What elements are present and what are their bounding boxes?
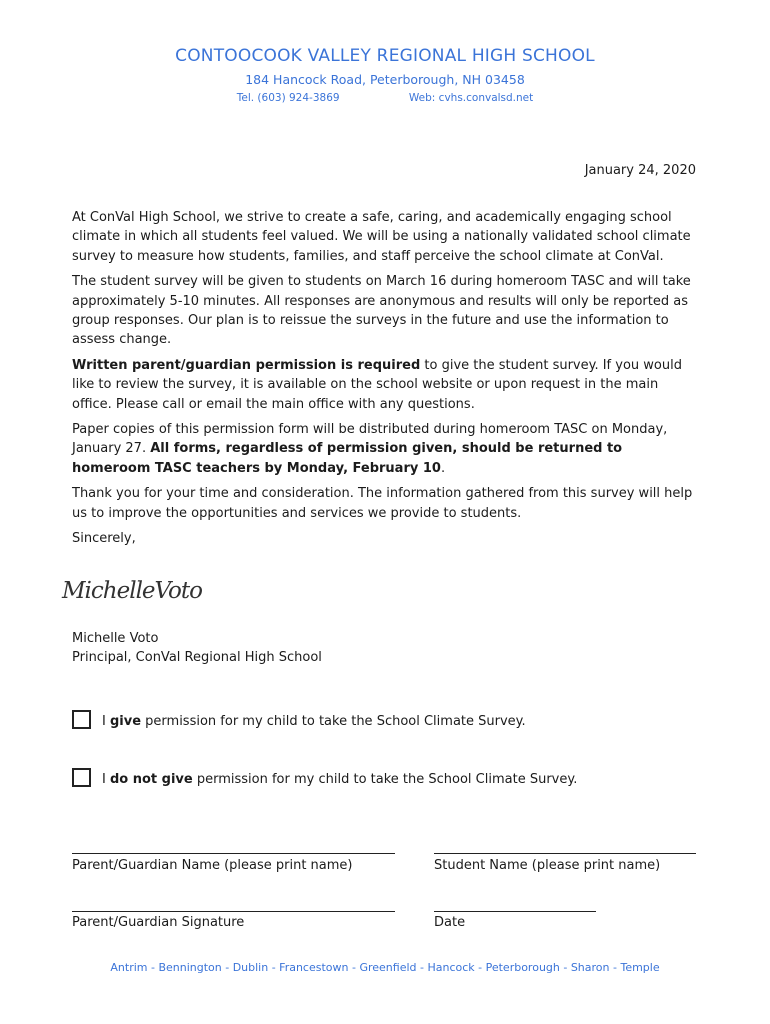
letter-body [72, 208, 698, 555]
paragraph-3-rest: to give the student survey. If you would like to review the survey, it is available on the school website or upon request in the main office. Please call or email the main office with any questions. [72, 357, 682, 412]
paragraph-5: Thank you for your time and consideration. The information gathered from this survey will help us to improve the opportunities and services we provide to students. [72, 486, 693, 521]
date-line[interactable] [434, 911, 596, 912]
student-name-label: Student Name (please print name) [434, 858, 661, 873]
towns-footer: Antrim - Bennington - Dublin - Francestown - Greenfield - Hancock - Peterborough - Sharon - Temple [110, 961, 660, 974]
return-deadline-text: All forms, regardless of permission given, should be returned to homeroom TASC teachers by Monday, February 10 [72, 441, 623, 476]
paragraph-3 [72, 356, 698, 414]
letterhead [0, 46, 770, 104]
handwritten-signature: MichelleVoto [62, 578, 202, 604]
option-not-give-rest: permission for my child to take the School Climate Survey. [192, 772, 578, 787]
phone-number: Tel. (603) 924-3869 [236, 92, 340, 104]
option-not-give-bold: do not give [109, 772, 193, 787]
option-give-bold: give [109, 714, 142, 729]
option-not-give-prefix: I [102, 772, 110, 787]
parent-name-line[interactable] [72, 853, 395, 854]
school-address: 184 Hancock Road, Peterborough, NH 03458 [245, 72, 525, 87]
website: Web: cvhs.convalsd.net [408, 92, 534, 104]
signer-block [72, 629, 322, 668]
permission-required-text: Written parent/guardian permission is required [72, 357, 421, 373]
option-give-rest: permission for my child to take the School Climate Survey. [141, 714, 526, 729]
option-give-prefix: I [102, 714, 110, 729]
option-not-give [72, 768, 577, 787]
signer-title: Principal, ConVal Regional High School [72, 650, 322, 666]
paragraph-2: The student survey will be given to students on March 16 during homeroom TASC and will take approximately 5-10 minutes. All responses are anonymous and results will only be reported as group responses. Our plan is to reissue the surveys in the future and use the information to assess change. [72, 274, 691, 348]
student-name-line[interactable] [434, 853, 696, 854]
option-give [72, 710, 526, 729]
option-give-label [102, 714, 526, 729]
date-label: Date [434, 915, 466, 930]
paragraph-4 [72, 420, 698, 478]
deny-permission-checkbox[interactable] [72, 768, 91, 787]
option-not-give-label [102, 772, 577, 787]
contact-line [0, 92, 770, 104]
parent-signature-label: Parent/Guardian Signature [72, 915, 245, 930]
letter-date: January 24, 2020 [584, 163, 696, 178]
school-name: CONTOOCOOK VALLEY REGIONAL HIGH SCHOOL [175, 46, 595, 66]
paragraph-4-start: Paper copies of this permission form will be distributed during homeroom TASC on Monday, January 27. [72, 422, 668, 457]
paragraph-4-end: . [440, 460, 446, 476]
closing: Sincerely, [72, 531, 136, 547]
parent-name-label: Parent/Guardian Name (please print name) [72, 858, 353, 873]
give-permission-checkbox[interactable] [72, 710, 91, 729]
paragraph-1: At ConVal High School, we strive to create a safe, caring, and academically engaging school climate in which all students feel valued. We will be using a nationally validated school climate survey to measure how students, families, and staff perceive the school climate at ConVal. [72, 210, 691, 264]
parent-signature-line[interactable] [72, 911, 395, 912]
signer-name: Michelle Voto [72, 631, 159, 646]
